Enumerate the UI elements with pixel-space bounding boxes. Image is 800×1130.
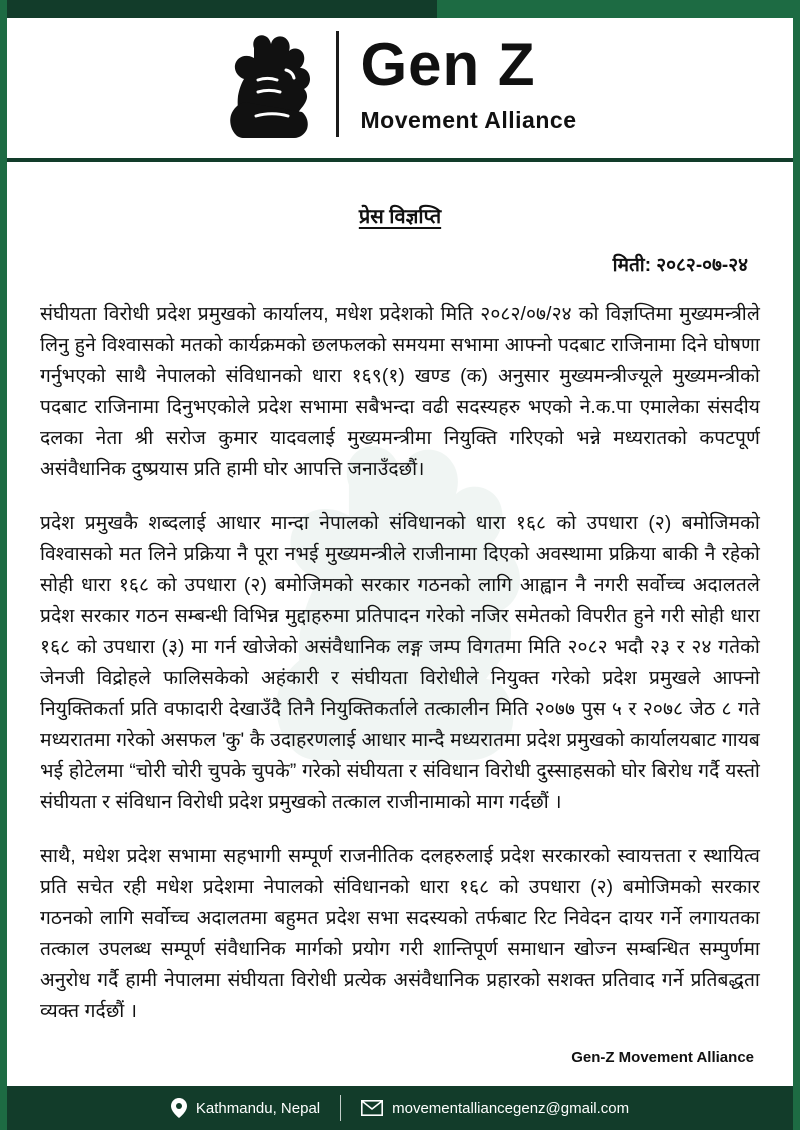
header-bar-green: [437, 0, 793, 18]
signature: Gen-Z Movement Alliance: [571, 1049, 754, 1067]
footer-location-label: Kathmandu, Nepal: [195, 1099, 321, 1117]
document-body: [37, 170, 763, 1070]
paragraph-2: प्रदेश प्रमुखकै शब्दलाई आधार मान्दा नेपालको संविधानको धारा १६८ को उपधारा (२) बमोजिमको विश्वासको मत लिने प्रक्रिया नै पूरा नभई मुख्यमन्त्रीले राजीनामा दिएको अवस्थामा प्रक्रिया बाकी नै रहेको सोही धारा १६८ को उपधारा (२) बमोजिमको सरकार गठनको लागि आह्वान नै नगरी सर्वोच्च अदालतले प्रदेश सरकार गठन सम्बन्धी विभिन्न मुद्दाहरुमा प्रतिपादन गरेको नजिर समेतको विपरीत हुने गरी सोही धारा १६८ को उपधारा (३) मा गर्न खोजेको असंवैधानिक लङ्ग जम्प विगतमा मिति २०८२ भदौ २३ र २४ गतेको जेनजी विद्रोहले फालिसकेको अहंकारी र संघीयता विरोधीले नियुक्त गरेको प्रदेश प्रमुखले आफ्नो नियुक्तिकर्ता प्रति वफादारी देखाउँदै तिनै नियुक्तिकर्ताले तत्कालीन मिति २०७७ पुस ५ र २०७८ जेठ ८ गते मध्यरातमा गरेको असफल 'कु' कै उदाहरणलाई आधार मान्दै मध्यरातमा प्रदेश प्रमुखको कार्यालयबाट गायब भई होटेलमा “चोरी चोरी चुपके चुपके” गरेको संघीयता र संविधान विरोधी दुस्साहसको घोर बिरोध गर्दै यस्तो संघीयता र संविधान विरोधी प्रदेश प्रमुखको तत्काल राजीनामाको माग गर्दछौं ।: [40, 512, 760, 814]
document-header: [7, 0, 793, 162]
brand-subtitle: Movement Alliance: [360, 106, 577, 133]
map-pin-icon: [171, 1098, 187, 1118]
header-rule: [7, 158, 793, 162]
brand-logo: [7, 30, 793, 138]
footer-email-label: movementalliancegenz@gmail.com: [392, 1099, 630, 1117]
paragraph-1: संघीयता विरोधी प्रदेश प्रमुखको कार्यालय, मधेश प्रदेशको मिति २०८२/०७/२४ को विज्ञप्तिमा मुख्यमन्त्रीले लिनु हुने विश्वासको मतको कार्यक्रमको छलफलको समयमा सभामा आफ्नो पदबाट राजिनामा दिने घोषणा गर्नुभएको साथै नेपालको संविधानको धारा १६९(१) खण्ड (क) अनुसार मुख्यमन्त्रीज्यूले मुख्यमन्त्रीको पदबाट राजिनामा दिनुभएकोले प्रदेश सभामा सबैभन्दा वढी सदस्यहरु भएको ने.क.पा एमालेका संसदीय दलका नेता श्री सरोज कुमार यादवलाई मुख्यमन्त्रीमा नियुक्ति गरिएको भन्ने मध्यरातको कपटपूर्ण असंवैधानिक दुष्प्रयास प्रति हामी घोर आपत्ति जनाउँदछौं।: [40, 304, 760, 481]
brand-title: Gen Z: [360, 30, 536, 98]
footer-email[interactable]: [341, 1100, 649, 1117]
document-footer: [7, 1086, 793, 1130]
paragraph-3: साथै, मधेश प्रदेश सभामा सहभागी सम्पूर्ण राजनीतिक दलहरुलाई प्रदेश सरकारको स्वायत्तता र स्थायित्व प्रति सचेत रही मधेश प्रदेशमा नेपालको संविधानको धारा १६८ को उपधारा (२) बमोजिमको सरकार गठनको लागि सर्वोच्च अदालतमा बहुमत प्रदेश सभा सदस्यको तर्फबाट रिट निवेदन दायर गर्ने लगायतका तत्काल उपलब्ध सम्पूर्ण संवैधानिक मार्गको प्रयोग गरी शान्तिपूर्ण समाधान खोज्न सम्बन्धित सम्पुर्णमा अनुरोध गर्दै हामी नेपालमा संघीयता विरोधी प्रत्येक असंवैधानिक प्रहारको सशक्त प्रतिवाद गर्ने प्रतिबद्धता व्यक्त गर्दछौं ।: [40, 845, 760, 1022]
footer-location: [151, 1098, 340, 1118]
raised-fist-icon: [224, 30, 322, 138]
document-date: मिती: २०८२-०७-२४: [612, 255, 748, 276]
logo-divider: [336, 31, 339, 137]
footer-divider: [340, 1095, 341, 1121]
header-bar-dark: [7, 0, 437, 18]
page-title: प्रेस विज्ञप्ति: [358, 206, 442, 228]
envelope-icon: [361, 1100, 383, 1116]
